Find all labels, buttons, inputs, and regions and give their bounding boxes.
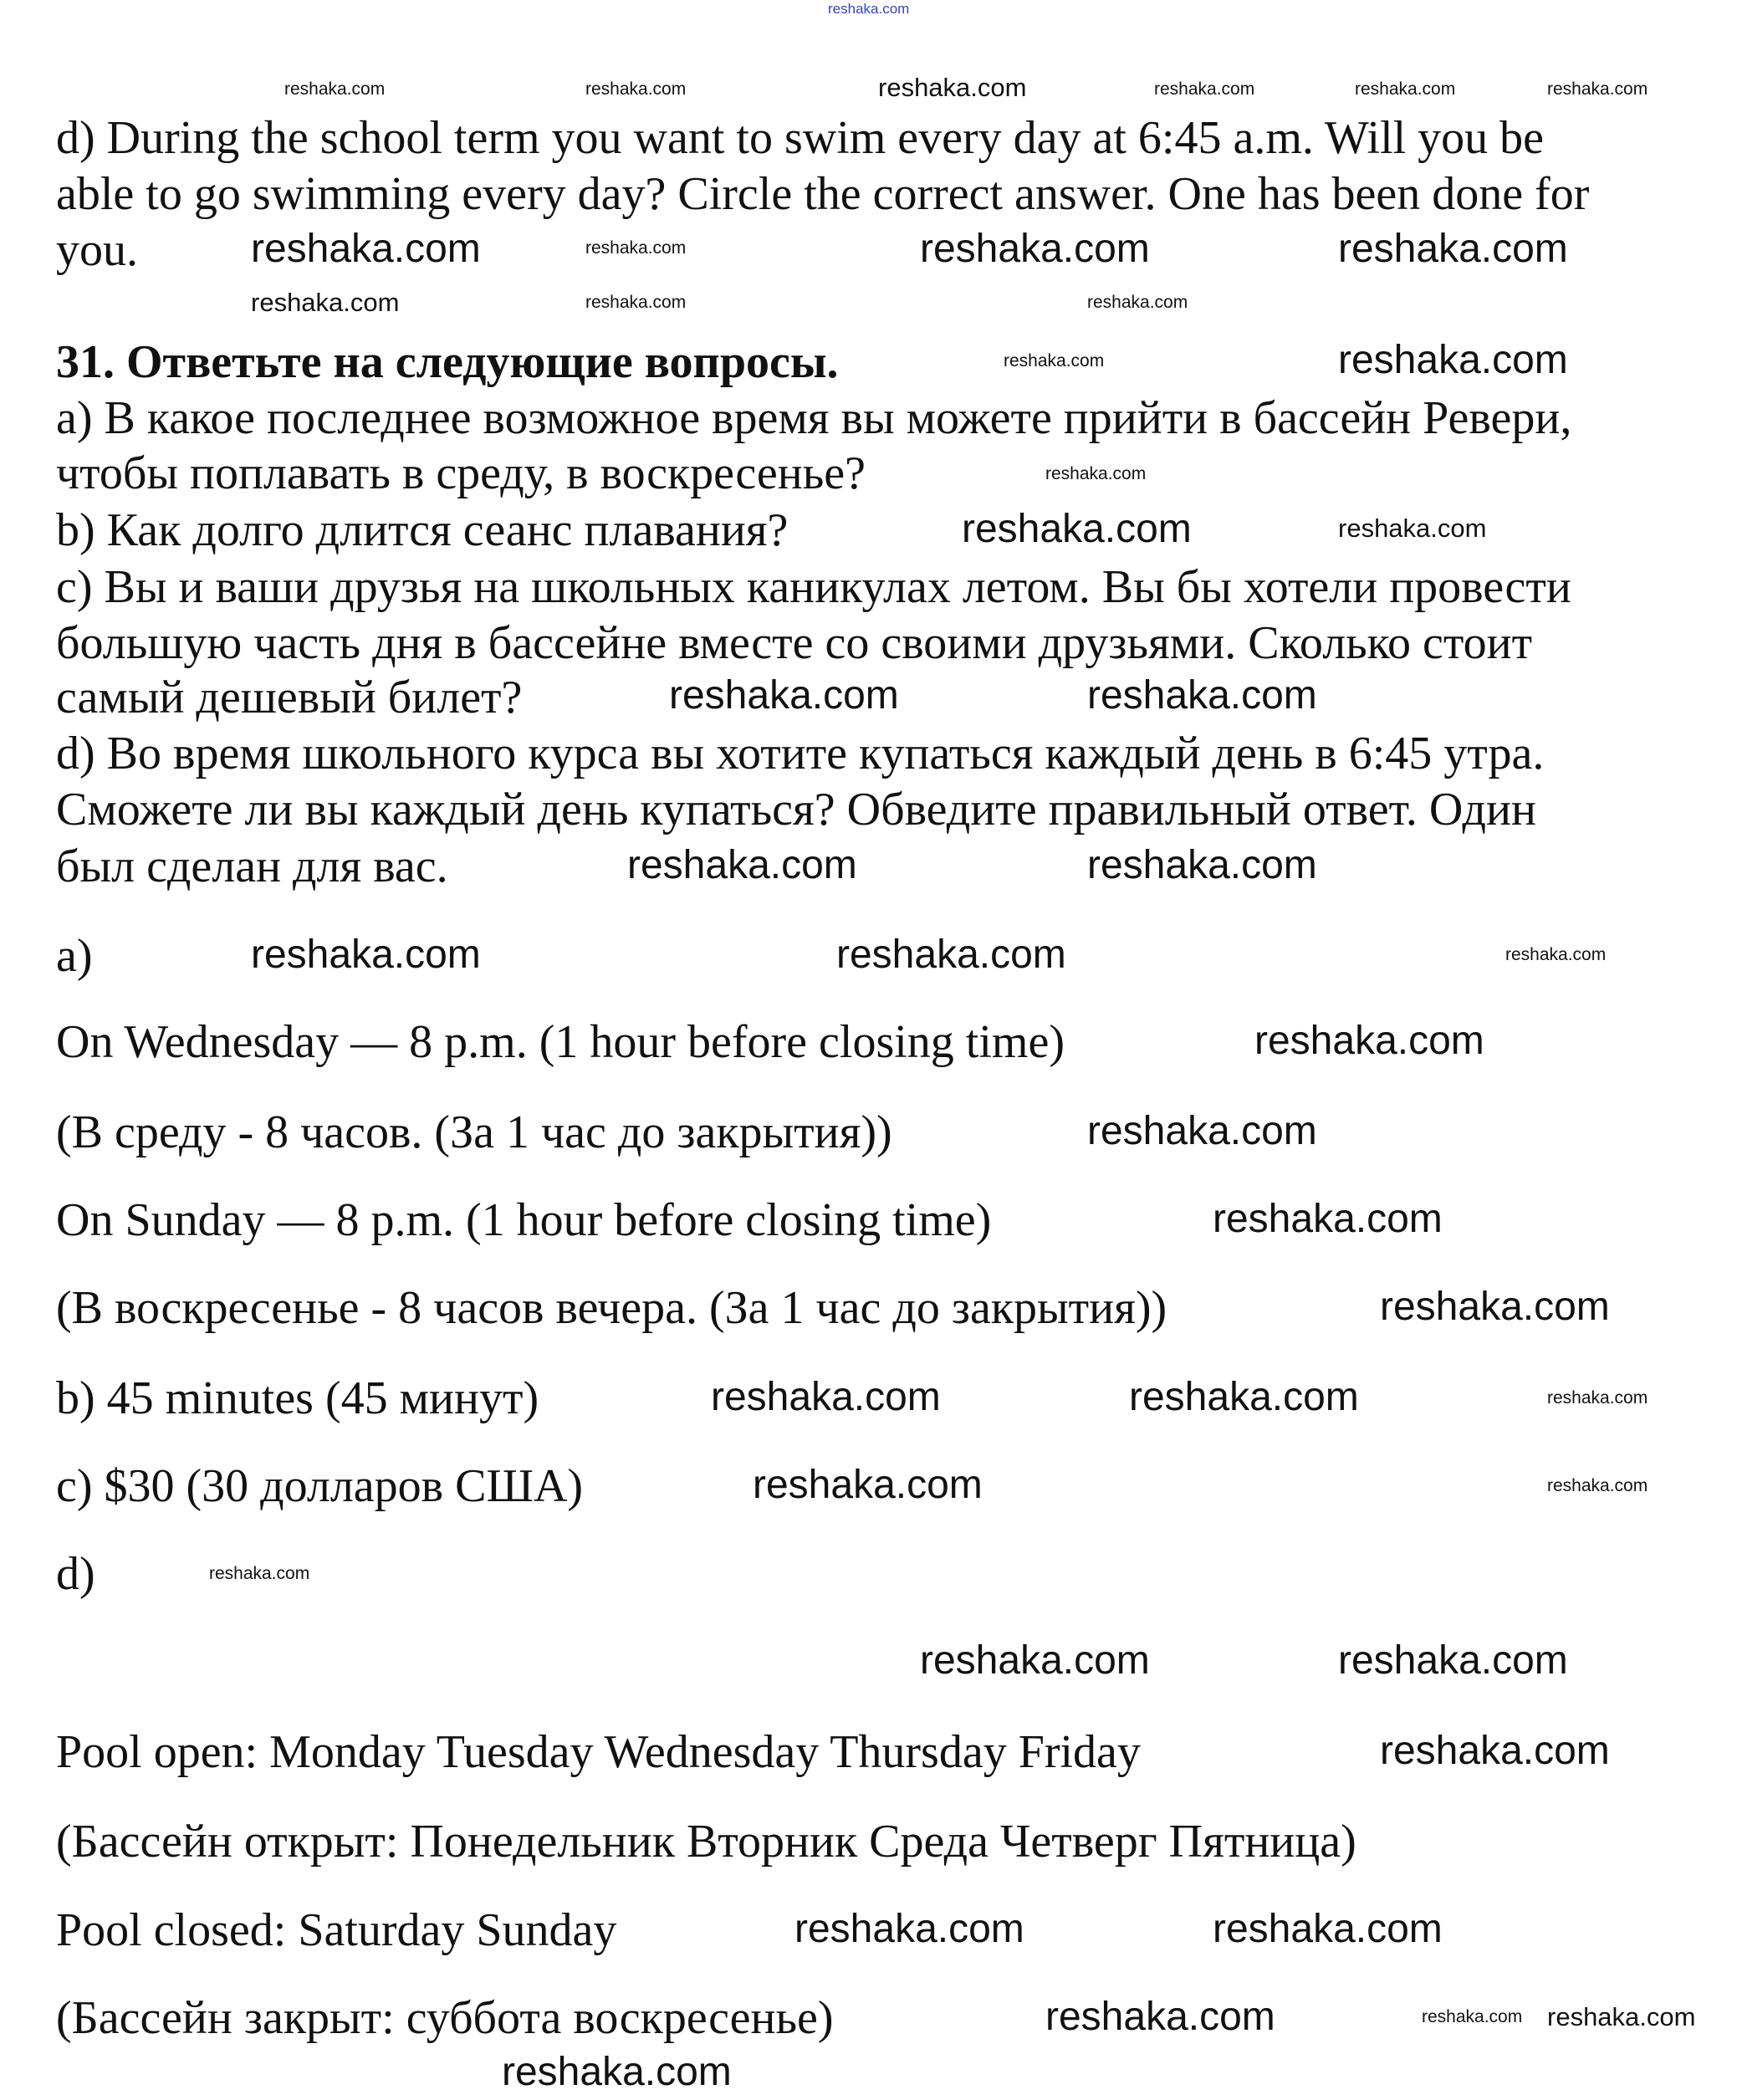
pool-open-ru: (Бассейн открыт: Понедельник Вторник Среда Четверг Пятница) bbox=[56, 1816, 1356, 1868]
question-line: you. bbox=[56, 224, 138, 276]
watermark: reshaka.com bbox=[251, 288, 400, 317]
watermark: reshaka.com bbox=[1213, 1907, 1443, 1951]
watermark: reshaka.com bbox=[284, 79, 386, 99]
watermark: reshaka.com bbox=[1338, 227, 1568, 271]
watermark: reshaka.com bbox=[1154, 79, 1255, 99]
task-line: b) Как долго длится сеанс плавания? bbox=[56, 504, 789, 556]
watermark: reshaka.com bbox=[1087, 673, 1317, 718]
watermark: reshaka.com bbox=[1338, 1638, 1568, 1683]
watermark: reshaka.com bbox=[1380, 1729, 1610, 1773]
watermark: reshaka.com bbox=[251, 932, 481, 977]
watermark: reshaka.com bbox=[585, 293, 687, 312]
watermark: reshaka.com bbox=[1355, 79, 1456, 99]
task-line: был сделан для вас. bbox=[56, 841, 448, 892]
watermark: reshaka.com bbox=[1338, 338, 1568, 382]
watermark: reshaka.com bbox=[1004, 351, 1105, 370]
watermark: reshaka.com bbox=[1547, 1476, 1648, 1495]
watermark: reshaka.com bbox=[794, 1907, 1024, 1951]
watermark: reshaka.com bbox=[627, 843, 857, 887]
task-line: самый дешевый билет? bbox=[56, 672, 523, 723]
answer-a-sunday-ru: (В воскресенье - 8 часов вечера. (За 1 час до закрытия)) bbox=[56, 1282, 1167, 1334]
answer-a-wednesday: On Wednesday — 8 p.m. (1 hour before closing time) bbox=[56, 1016, 1065, 1068]
watermark: reshaka.com bbox=[251, 227, 481, 271]
pool-open: Pool open: Monday Tuesday Wednesday Thursday Friday bbox=[56, 1726, 1141, 1778]
watermark: reshaka.com bbox=[1254, 1019, 1484, 1063]
watermark: reshaka.com bbox=[1045, 464, 1147, 483]
watermark: reshaka.com bbox=[1129, 1375, 1359, 1419]
task-line: чтобы поплавать в среду, в воскресенье? bbox=[56, 447, 866, 499]
answer-a-wednesday-ru: (В среду - 8 часов. (За 1 час до закрытия)) bbox=[56, 1106, 892, 1158]
watermark: reshaka.com bbox=[753, 1463, 983, 1507]
watermark: reshaka.com bbox=[1087, 843, 1317, 887]
watermark: reshaka.com bbox=[1547, 2002, 1696, 2031]
answer-c: c) $30 (30 долларов США) bbox=[56, 1460, 584, 1512]
pool-closed: Pool closed: Saturday Sunday bbox=[56, 1904, 617, 1956]
task-line: Сможете ли вы каждый день купаться? Обведите правильный ответ. Один bbox=[56, 784, 1536, 835]
task-line: a) В какое последнее возможное время вы можете прийти в бассейн Ревери, bbox=[56, 392, 1572, 444]
watermark: reshaka.com bbox=[836, 932, 1066, 977]
watermark: reshaka.com bbox=[962, 507, 1192, 551]
watermark: reshaka.com bbox=[669, 673, 899, 718]
watermark: reshaka.com bbox=[711, 1375, 941, 1419]
watermark: reshaka.com bbox=[920, 227, 1150, 271]
task-line: d) Во время школьного курса вы хотите купаться каждый день в 6:45 утра. bbox=[56, 728, 1545, 779]
watermark: reshaka.com bbox=[1338, 514, 1487, 543]
watermark: reshaka.com bbox=[1087, 293, 1188, 312]
pool-closed-ru: (Бассейн закрыт: суббота воскресенье) bbox=[56, 1992, 834, 2044]
watermark: reshaka.com bbox=[585, 79, 687, 99]
watermark: reshaka.com bbox=[1087, 1109, 1317, 1153]
watermark: reshaka.com bbox=[828, 1, 910, 17]
question-line: d) During the school term you want to swim every day at 6:45 a.m. Will you be bbox=[56, 112, 1545, 164]
watermark: reshaka.com bbox=[1547, 79, 1648, 99]
task-line: c) Вы и ваши друзья на школьных каникулах летом. Вы бы хотели провести bbox=[56, 561, 1571, 613]
question-line: able to go swimming every day? Circle the correct answer. One has been done for bbox=[56, 168, 1590, 220]
answer-a-sunday: On Sunday — 8 p.m. (1 hour before closing time) bbox=[56, 1194, 992, 1246]
watermark: reshaka.com bbox=[502, 2050, 732, 2094]
watermark: reshaka.com bbox=[1045, 1995, 1275, 2039]
task-line: большую часть дня в бассейне вместе со своими друзьями. Сколько стоит bbox=[56, 617, 1533, 669]
watermark: reshaka.com bbox=[1380, 1285, 1610, 1329]
watermark: reshaka.com bbox=[1505, 945, 1607, 964]
watermark: reshaka.com bbox=[1213, 1197, 1443, 1241]
answer-b: b) 45 minutes (45 минут) bbox=[56, 1372, 539, 1424]
watermark: reshaka.com bbox=[585, 238, 687, 258]
answer-d-label: d) bbox=[56, 1548, 95, 1600]
watermark: reshaka.com bbox=[878, 73, 1027, 102]
watermark: reshaka.com bbox=[1422, 2007, 1523, 2026]
watermark: reshaka.com bbox=[1547, 1388, 1648, 1408]
task-heading: 31. Ответьте на следующие вопросы. bbox=[56, 336, 839, 388]
watermark: reshaka.com bbox=[920, 1638, 1150, 1683]
answer-a-label: a) bbox=[56, 930, 93, 982]
watermark: reshaka.com bbox=[209, 1564, 310, 1583]
